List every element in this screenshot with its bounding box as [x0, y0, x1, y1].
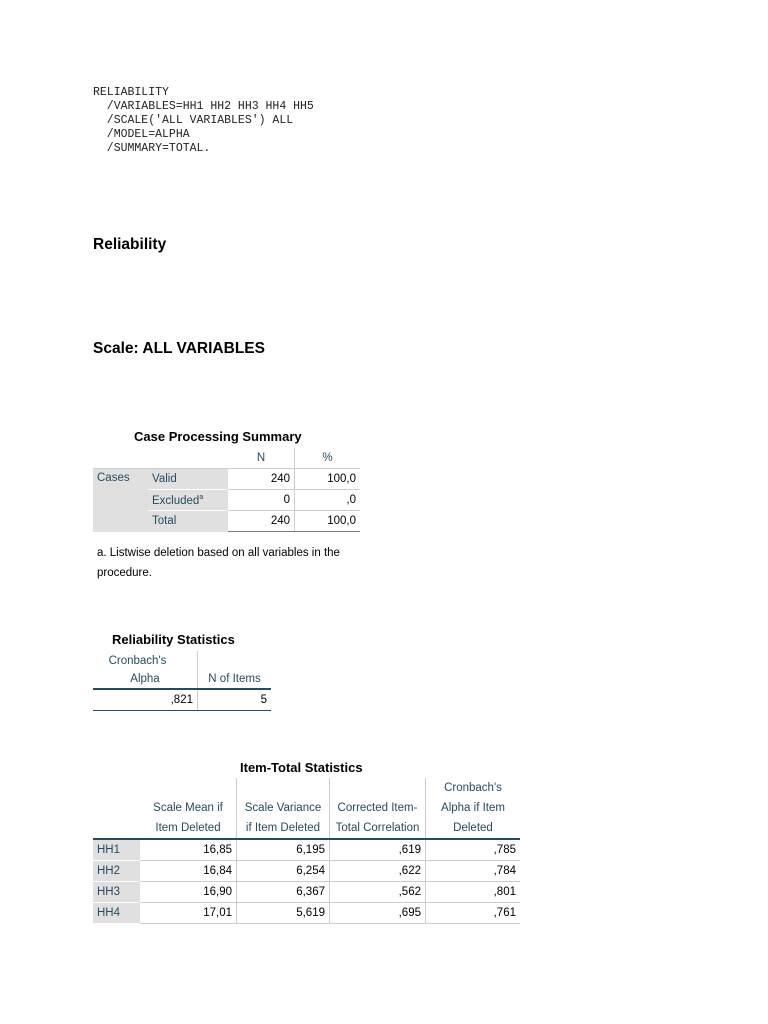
table-row: [93, 861, 520, 882]
col-pct-header: %: [295, 448, 361, 469]
cell-alpha: ,784: [426, 861, 521, 882]
cell-correlation: ,619: [330, 839, 426, 861]
cell-correlation: ,622: [330, 861, 426, 882]
syntax-line: /SUMMARY=TOTAL.: [93, 142, 211, 155]
syntax-line: /VARIABLES=HH1 HH2 HH3 HH4 HH5: [93, 100, 314, 113]
cell-correlation: ,695: [330, 903, 426, 924]
n-items-header: N of Items: [198, 670, 272, 689]
syntax-line: /MODEL=ALPHA: [93, 128, 190, 141]
cell-n: 0: [228, 490, 295, 511]
alpha-header-line1: Cronbach's: [93, 651, 198, 670]
row-label: Total: [148, 511, 228, 532]
case-processing-footnote: a. Listwise deletion based on all variables in the procedure.: [97, 547, 340, 579]
reliability-heading: Reliability: [93, 236, 167, 253]
cell-variance: 5,619: [237, 903, 330, 924]
alpha-value: ,821: [93, 689, 198, 711]
col1-header-line2: Item Deleted: [140, 818, 237, 839]
cell-n: 240: [228, 469, 295, 490]
n-items-value: 5: [198, 689, 272, 711]
alpha-header-line2: Alpha: [93, 670, 198, 689]
col4-header-line1: Cronbach's: [426, 778, 521, 798]
cell-mean: 16,90: [140, 882, 237, 903]
col1-header-line1: Scale Mean if: [153, 802, 223, 814]
cell-alpha: ,761: [426, 903, 521, 924]
item-label: HH1: [93, 839, 140, 861]
table-row: [93, 903, 520, 924]
row-label: Valid: [148, 469, 228, 490]
cell-mean: 16,84: [140, 861, 237, 882]
case-processing-table: [93, 448, 360, 532]
col4-header-line3: Deleted: [426, 818, 521, 839]
footnote-marker: a: [199, 493, 204, 501]
reliability-stats-title: Reliability Statistics: [112, 632, 235, 647]
cell-pct: ,0: [295, 490, 361, 511]
cell-variance: 6,195: [237, 839, 330, 861]
cell-pct: 100,0: [295, 511, 361, 532]
table-row: [93, 839, 520, 861]
row-label: [148, 490, 228, 511]
item-total-table: [93, 778, 520, 924]
cell-alpha: ,801: [426, 882, 521, 903]
item-total-title: Item-Total Statistics: [240, 760, 363, 775]
col4-header-line2: Alpha if Item: [426, 798, 521, 818]
col3-header-line2: Total Correlation: [330, 818, 426, 839]
syntax-line: /SCALE('ALL VARIABLES') ALL: [93, 114, 294, 127]
item-label: HH4: [93, 903, 140, 924]
table-row: [93, 689, 271, 711]
cell-correlation: ,562: [330, 882, 426, 903]
table-row: [93, 469, 360, 490]
item-label: HH2: [93, 861, 140, 882]
cases-group-label: Cases: [93, 469, 148, 532]
col2-header-line2: if Item Deleted: [237, 818, 330, 839]
scale-heading: Scale: ALL VARIABLES: [93, 340, 265, 357]
row-label-text: Excluded: [152, 494, 200, 507]
cell-alpha: ,785: [426, 839, 521, 861]
reliability-stats-table: [93, 651, 271, 711]
cell-n: 240: [228, 511, 295, 532]
col3-header-line1: Corrected Item-: [330, 798, 426, 818]
table-row: [93, 882, 520, 903]
syntax-block: [93, 86, 314, 156]
col2-header-line1: Scale Variance: [237, 798, 330, 818]
cell-mean: 17,01: [140, 903, 237, 924]
cell-variance: 6,254: [237, 861, 330, 882]
item-label: HH3: [93, 882, 140, 903]
syntax-line: RELIABILITY: [93, 86, 169, 99]
col-n-header: N: [228, 448, 295, 469]
cell-pct: 100,0: [295, 469, 361, 490]
case-processing-title: Case Processing Summary: [134, 429, 302, 444]
cell-variance: 6,367: [237, 882, 330, 903]
cell-mean: 16,85: [140, 839, 237, 861]
